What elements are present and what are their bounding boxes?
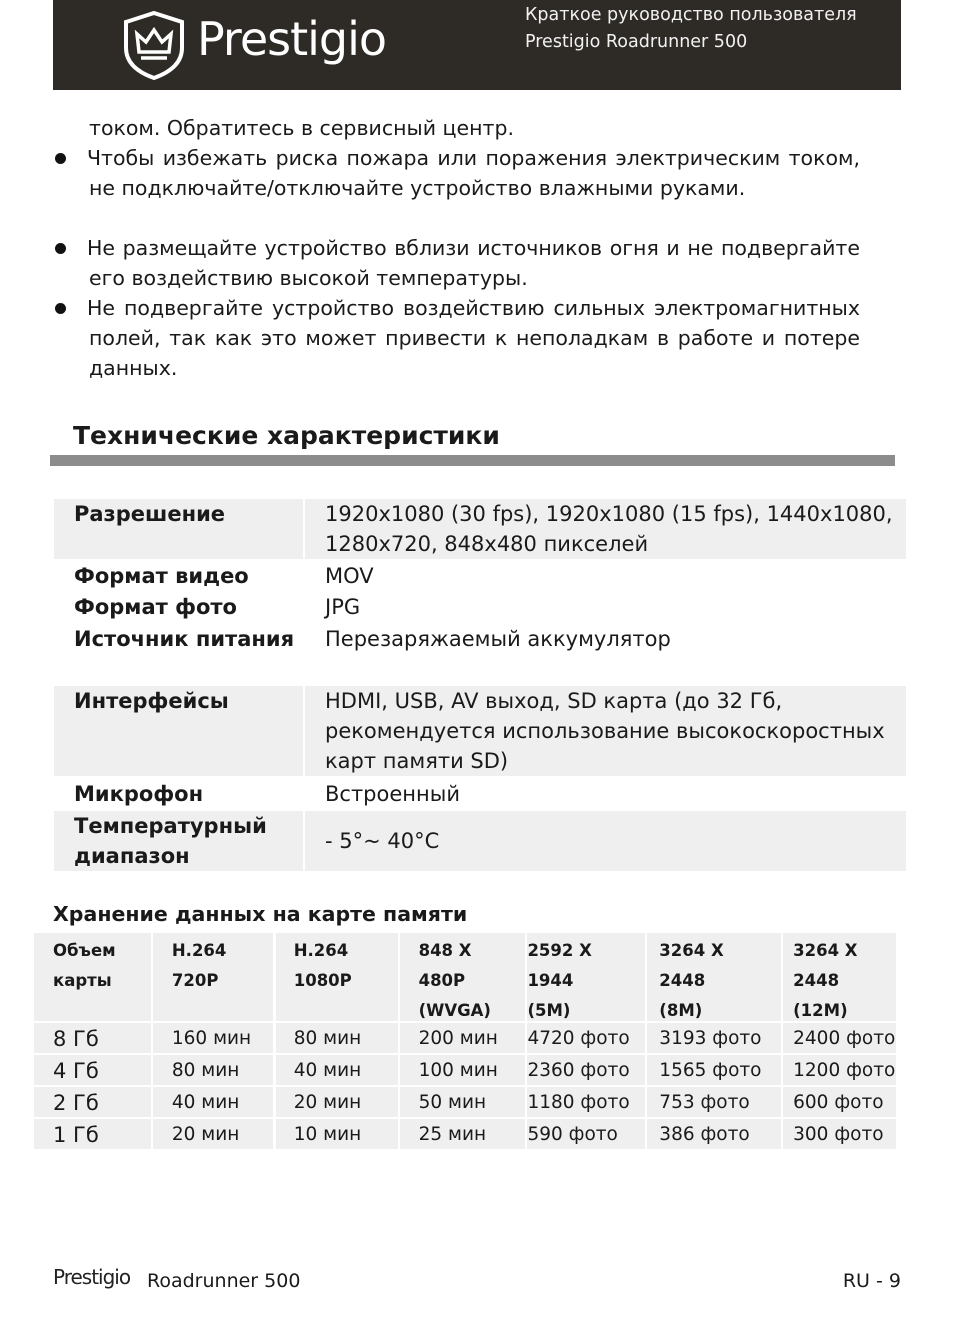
table-cell: 8 Гб bbox=[34, 1023, 151, 1053]
section-title-specs: Технические характеристики bbox=[73, 421, 500, 450]
table-cell: 160 мин bbox=[153, 1023, 273, 1053]
table-cell: 20 мин bbox=[153, 1119, 273, 1149]
spec-row bbox=[54, 686, 906, 776]
table-row bbox=[34, 1053, 896, 1085]
table-cell: 2 Гб bbox=[34, 1087, 151, 1117]
spec-key: Температурный диапазон bbox=[54, 811, 303, 871]
table-cell: 40 мин bbox=[276, 1055, 398, 1085]
table-cell: 2360 фото bbox=[527, 1055, 645, 1085]
section-divider bbox=[50, 455, 895, 466]
spec-value: HDMI, USB, AV выход, SD карта (до 32 Гб, рекомендуется использование высокоскоростных карт памяти SD) bbox=[305, 686, 906, 776]
column-header: H.264 1080P bbox=[276, 933, 398, 1021]
table-cell: 200 мин bbox=[400, 1023, 526, 1053]
section-title-storage: Хранение данных на карте памяти bbox=[53, 902, 468, 926]
spec-value: Встроенный bbox=[325, 782, 460, 806]
spec-key: Микрофон bbox=[74, 782, 204, 806]
column-header: 3264 X 2448 (8M) bbox=[647, 933, 781, 1021]
table-cell: 600 фото bbox=[783, 1087, 896, 1117]
table-cell: 25 мин bbox=[400, 1119, 526, 1149]
spec-value: - 5°~ 40°C bbox=[305, 811, 906, 871]
table-cell: 100 мин bbox=[400, 1055, 526, 1085]
table-cell: 1565 фото bbox=[647, 1055, 781, 1085]
table-cell: 4720 фото bbox=[527, 1023, 645, 1053]
crown-shield-icon bbox=[119, 10, 189, 80]
footer-model-name: Roadrunner 500 bbox=[147, 1270, 301, 1292]
spec-value: MOV bbox=[325, 564, 374, 588]
table-cell: 386 фото bbox=[647, 1119, 781, 1149]
safety-bullet-text: Не размещайте устройство вблизи источников огня и не подвергайте его воздействию высокой температуры. bbox=[87, 236, 860, 290]
column-header: 848 X 480P (WVGA) bbox=[400, 933, 526, 1021]
table-cell: 80 мин bbox=[276, 1023, 398, 1053]
table-cell: 1180 фото bbox=[527, 1087, 645, 1117]
bullet-icon bbox=[55, 243, 66, 254]
table-cell: 50 мин bbox=[400, 1087, 526, 1117]
table-cell: 3193 фото bbox=[647, 1023, 781, 1053]
bullet-icon bbox=[55, 153, 66, 164]
safety-continuation: током. Обратитесь в сервисный центр. bbox=[89, 116, 514, 140]
spec-key: Источник питания bbox=[74, 627, 295, 651]
column-header: H.264 720P bbox=[153, 933, 273, 1021]
spec-row bbox=[54, 811, 906, 871]
table-cell: 4 Гб bbox=[34, 1055, 151, 1085]
safety-bullet bbox=[55, 143, 860, 203]
spec-row bbox=[54, 776, 906, 811]
spec-value: 1920x1080 (30 fps), 1920x1080 (15 fps), 1440x1080, 1280x720, 848x480 пикселей bbox=[305, 499, 906, 559]
column-header: 2592 X 1944 (5M) bbox=[527, 933, 645, 1021]
spec-row bbox=[54, 559, 906, 592]
table-row bbox=[34, 1117, 896, 1149]
page-header bbox=[53, 0, 901, 90]
header-product-name: Prestigio Roadrunner 500 bbox=[525, 32, 748, 52]
spec-row bbox=[54, 592, 906, 624]
header-doc-title: Краткое руководство пользователя bbox=[525, 5, 857, 25]
footer-brand-logo: Prestigio bbox=[53, 1265, 131, 1289]
table-cell: 300 фото bbox=[783, 1119, 896, 1149]
table-cell: 2400 фото bbox=[783, 1023, 896, 1053]
spec-key: Интерфейсы bbox=[54, 686, 303, 776]
table-row bbox=[34, 1085, 896, 1117]
spec-row bbox=[54, 499, 906, 559]
spec-table bbox=[54, 499, 906, 871]
table-cell: 40 мин bbox=[153, 1087, 273, 1117]
column-header: Объем карты bbox=[34, 933, 151, 1021]
safety-bullet-text: Чтобы избежать риска пожара или поражения электрическим током, не подключайте/отключайте устройство влажными руками. bbox=[87, 146, 860, 200]
spec-key: Формат фото bbox=[74, 595, 237, 619]
table-cell: 10 мин bbox=[276, 1119, 398, 1149]
table-cell: 590 фото bbox=[527, 1119, 645, 1149]
spec-row bbox=[54, 624, 906, 686]
column-header: 3264 X 2448 (12M) bbox=[783, 933, 896, 1021]
spec-key: Разрешение bbox=[54, 499, 303, 559]
table-cell: 753 фото bbox=[647, 1087, 781, 1117]
safety-bullet-text: Не подвергайте устройство воздействию сильных электромагнитных полей, так как это может привести к неполадкам в работе и потере данных. bbox=[87, 296, 860, 380]
table-row bbox=[34, 1021, 896, 1053]
table-cell: 1 Гб bbox=[34, 1119, 151, 1149]
brand-wordmark: Prestigio bbox=[197, 12, 387, 66]
page-number: RU - 9 bbox=[842, 1270, 901, 1292]
table-cell: 20 мин bbox=[276, 1087, 398, 1117]
brand-logo bbox=[119, 10, 419, 80]
spec-value: JPG bbox=[325, 595, 361, 619]
table-cell: 1200 фото bbox=[783, 1055, 896, 1085]
safety-bullet bbox=[55, 293, 860, 383]
table-header-row bbox=[34, 933, 896, 1021]
spec-key: Формат видео bbox=[74, 564, 249, 588]
safety-bullet bbox=[55, 233, 860, 293]
spec-value: Перезаряжаемый аккумулятор bbox=[325, 627, 671, 651]
bullet-icon bbox=[55, 303, 66, 314]
storage-table bbox=[34, 933, 896, 1149]
table-cell: 80 мин bbox=[153, 1055, 273, 1085]
